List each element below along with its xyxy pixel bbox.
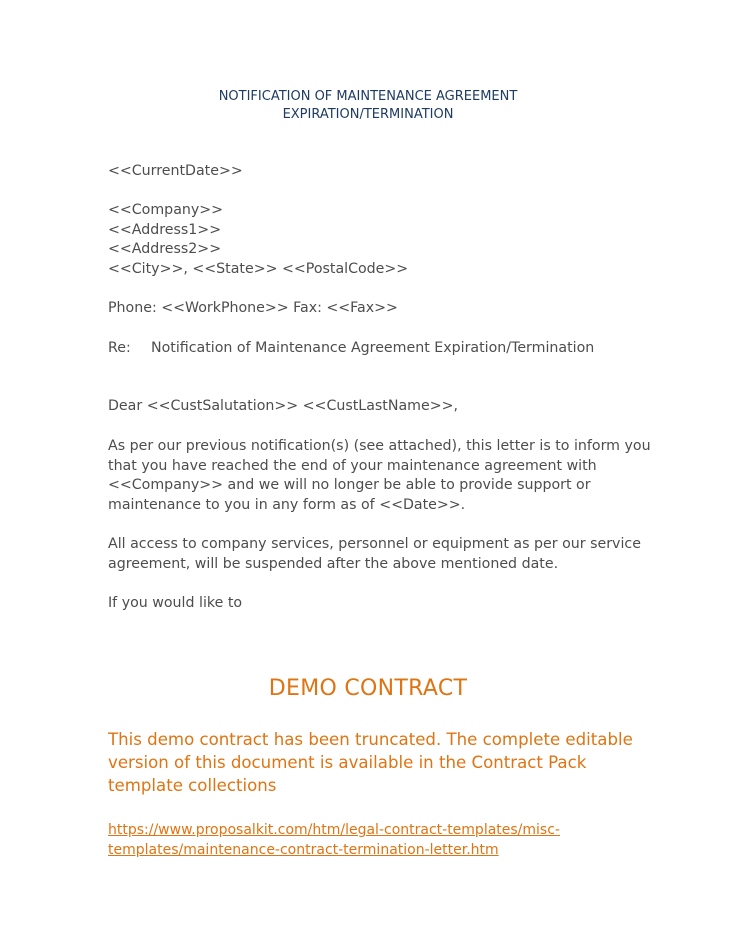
re-subject: Notification of Maintenance Agreement Expiration/Termination — [151, 340, 595, 356]
document-title — [0, 88, 736, 124]
paragraph-1-line: As per our previous notification(s) (see attached), this letter is to inform you — [108, 438, 651, 454]
current-date: <<CurrentDate>> — [108, 163, 243, 179]
re-line — [108, 339, 594, 359]
recipient-address — [108, 201, 408, 279]
paragraph-2 — [108, 535, 641, 574]
document-title-line-2: EXPIRATION/TERMINATION — [282, 107, 454, 122]
document-title-line-1: NOTIFICATION OF MAINTENANCE AGREEMENT — [218, 89, 518, 104]
paragraph-2-line: All access to company services, personnel or equipment as per our service — [108, 536, 641, 552]
address-line-2: <<Address2>> — [108, 241, 222, 258]
contact-line: Phone: <<WorkPhone>> Fax: <<Fax>> — [108, 300, 398, 316]
paragraph-2-line: agreement, will be suspended after the above mentioned date. — [108, 555, 559, 572]
demo-message-line: This demo contract has been truncated. The complete editable — [108, 730, 633, 749]
paragraph-1-line: maintenance to you in any form as of <<Date>>. — [108, 496, 466, 513]
address-line-1: <<Address1>> — [108, 221, 222, 238]
template-link[interactable] — [108, 820, 560, 860]
paragraph-1 — [108, 437, 651, 515]
demo-message-line: template collections — [108, 776, 277, 795]
salutation: Dear <<CustSalutation>> <<CustLastName>>, — [108, 398, 458, 414]
paragraph-1-line: that you have reached the end of your maintenance agreement with — [108, 457, 597, 474]
paragraph-3: If you would like to — [108, 595, 243, 611]
template-link-line-2[interactable]: templates/maintenance-contract-termination-letter.htm — [108, 842, 499, 858]
demo-message-line: version of this document is available in the Contract Pack — [108, 753, 587, 772]
template-link-line-1[interactable]: https://www.proposalkit.com/htm/legal-contract-templates/misc- — [108, 822, 560, 838]
address-city-state-zip: <<City>>, <<State>> <<PostalCode>> — [108, 260, 409, 277]
re-label: Re: — [108, 340, 131, 356]
address-company: <<Company>> — [108, 202, 224, 218]
paragraph-1-line: <<Company>> and we will no longer be able to provide support or — [108, 477, 591, 494]
demo-contract-heading: DEMO CONTRACT — [268, 676, 468, 701]
demo-truncation-message — [108, 728, 633, 797]
